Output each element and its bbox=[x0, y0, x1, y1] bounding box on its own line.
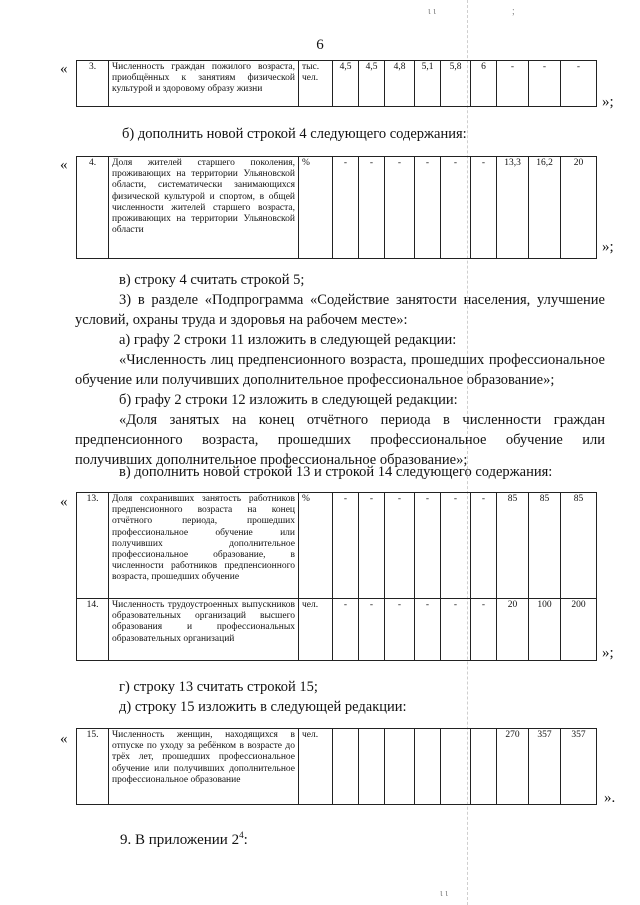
table4-open-quote: « bbox=[60, 731, 68, 747]
table2-close-quote: »; bbox=[602, 239, 614, 255]
value-cell: - bbox=[385, 157, 415, 259]
row-number: 13. bbox=[77, 493, 109, 599]
value-cell: - bbox=[441, 493, 471, 599]
value-cell: - bbox=[529, 61, 561, 107]
value-cell: - bbox=[333, 493, 359, 599]
table4 bbox=[76, 728, 597, 805]
row-number: 14. bbox=[77, 599, 109, 661]
value-cell: 5,8 bbox=[441, 61, 471, 107]
table3-close-quote: »; bbox=[602, 645, 614, 661]
table3 bbox=[76, 492, 597, 661]
paragraph-b1: б) дополнить новой строкой 4 следующего содержания: bbox=[122, 126, 467, 142]
unit: % bbox=[299, 157, 333, 259]
value-cell: - bbox=[561, 61, 597, 107]
table-row bbox=[77, 729, 597, 805]
row-number: 3. bbox=[77, 61, 109, 107]
value-cell: 357 bbox=[561, 729, 597, 805]
paragraph-a: а) графу 2 строки 11 изложить в следующей редакции: bbox=[119, 332, 457, 348]
indicator-name: Доля жителей старшего поколения, проживающих на территории Ульяновской области, систематически занимающихся физической культурой и спортом, в общей численности жителей старшего возраста, проживающих на территории Ульяновской области bbox=[109, 157, 299, 259]
value-cell: - bbox=[441, 599, 471, 661]
value-cell: - bbox=[359, 157, 385, 259]
value-cell: - bbox=[385, 493, 415, 599]
value-cell: - bbox=[359, 599, 385, 661]
table4-close-quote: ». bbox=[604, 790, 616, 806]
paragraph-9-text: 9. В приложении 2 bbox=[120, 832, 240, 848]
paragraph-b2: б) графу 2 строки 12 изложить в следующей редакции: bbox=[119, 392, 458, 408]
indicator-name: Численность граждан пожилого возраста, приобщённых к занятиям физической культурой и здоровому образу жизни bbox=[109, 61, 299, 107]
row-number: 4. bbox=[77, 157, 109, 259]
value-cell: 6 bbox=[471, 61, 497, 107]
value-cell bbox=[415, 729, 441, 805]
scan-mark-top-left: ι ι bbox=[428, 6, 436, 17]
value-cell bbox=[359, 729, 385, 805]
value-cell: 20 bbox=[497, 599, 529, 661]
unit: % bbox=[299, 493, 333, 599]
paragraph-b2-text: «Доля занятых на конец отчётного периода в численности граждан предпенсионного возраста, прошедших профессиональное обучение или получивших дополнительное профессиональное образование»; bbox=[75, 412, 605, 468]
value-cell: 20 bbox=[561, 157, 597, 259]
table2 bbox=[76, 156, 597, 259]
value-cell: - bbox=[497, 61, 529, 107]
row-number: 15. bbox=[77, 729, 109, 805]
value-cell bbox=[333, 729, 359, 805]
table-row bbox=[77, 61, 597, 107]
value-cell: 85 bbox=[497, 493, 529, 599]
value-cell bbox=[471, 729, 497, 805]
scan-mark-bottom: ι ι bbox=[440, 888, 448, 899]
value-cell: - bbox=[415, 493, 441, 599]
value-cell: - bbox=[333, 157, 359, 259]
value-cell: 357 bbox=[529, 729, 561, 805]
value-cell: 100 bbox=[529, 599, 561, 661]
value-cell: - bbox=[385, 599, 415, 661]
paragraph-9 bbox=[120, 825, 520, 850]
value-cell: - bbox=[471, 157, 497, 259]
table-row bbox=[77, 157, 597, 259]
indicator-name: Численность трудоустроенных выпускников образовательных организаций высшего образования и профессиональных образовательных организаций bbox=[109, 599, 299, 661]
value-cell: 16,2 bbox=[529, 157, 561, 259]
paragraph-a-text: «Численность лиц предпенсионного возраста, прошедших профессиональное обучение или получивших дополнительное профессиональное образование»; bbox=[75, 352, 605, 388]
value-cell bbox=[441, 729, 471, 805]
scan-mark-top-right: ; bbox=[512, 6, 515, 17]
value-cell: 4,5 bbox=[333, 61, 359, 107]
unit: тыс. чел. bbox=[299, 61, 333, 107]
table1-open-quote: « bbox=[60, 61, 68, 77]
value-cell: 4,8 bbox=[385, 61, 415, 107]
table3-open-quote: « bbox=[60, 494, 68, 510]
value-cell: 200 bbox=[561, 599, 597, 661]
page-number: 6 bbox=[316, 37, 324, 53]
paragraph-3: 3) в разделе «Подпрограмма «Содействие занятости населения, улучшение условий, охраны труда и здоровья на рабочем месте»: bbox=[75, 292, 605, 328]
paragraph-g: г) строку 13 считать строкой 15; bbox=[119, 679, 318, 695]
value-cell bbox=[385, 729, 415, 805]
value-cell: - bbox=[471, 493, 497, 599]
paragraph-9-superscript: 4 bbox=[239, 830, 244, 840]
indicator-name: Доля сохранивших занятость работников предпенсионного возраста на конец отчётного периода, прошедших профессиональное обучение или получивших дополнительное профессиональное образование, в численности работников предпенсионного возраста, прошедших обучение bbox=[109, 493, 299, 599]
value-cell: 85 bbox=[561, 493, 597, 599]
value-cell: 85 bbox=[529, 493, 561, 599]
paragraph-9-colon: : bbox=[243, 832, 248, 848]
paragraph-v2: в) дополнить новой строкой 13 и строкой 14 следующего содержания: bbox=[119, 464, 553, 480]
value-cell: 270 bbox=[497, 729, 529, 805]
indicator-name: Численность женщин, находящихся в отпуске по уходу за ребёнком в возрасте до трёх лет, прошедших профессиональное обучение или получивших дополнительное профессиональное образование bbox=[109, 729, 299, 805]
value-cell: 5,1 bbox=[415, 61, 441, 107]
unit: чел. bbox=[299, 599, 333, 661]
paragraph-d: д) строку 15 изложить в следующей редакции: bbox=[119, 699, 407, 715]
value-cell: - bbox=[359, 493, 385, 599]
paragraph-v1: в) строку 4 считать строкой 5; bbox=[119, 272, 305, 288]
table1-close-quote: »; bbox=[602, 94, 614, 110]
value-cell: - bbox=[415, 599, 441, 661]
table-row bbox=[77, 493, 597, 599]
value-cell: 4,5 bbox=[359, 61, 385, 107]
table-row bbox=[77, 599, 597, 661]
value-cell: - bbox=[441, 157, 471, 259]
value-cell: - bbox=[471, 599, 497, 661]
value-cell: 13,3 bbox=[497, 157, 529, 259]
table2-open-quote: « bbox=[60, 157, 68, 173]
table1 bbox=[76, 60, 597, 107]
unit: чел. bbox=[299, 729, 333, 805]
value-cell: - bbox=[415, 157, 441, 259]
value-cell: - bbox=[333, 599, 359, 661]
